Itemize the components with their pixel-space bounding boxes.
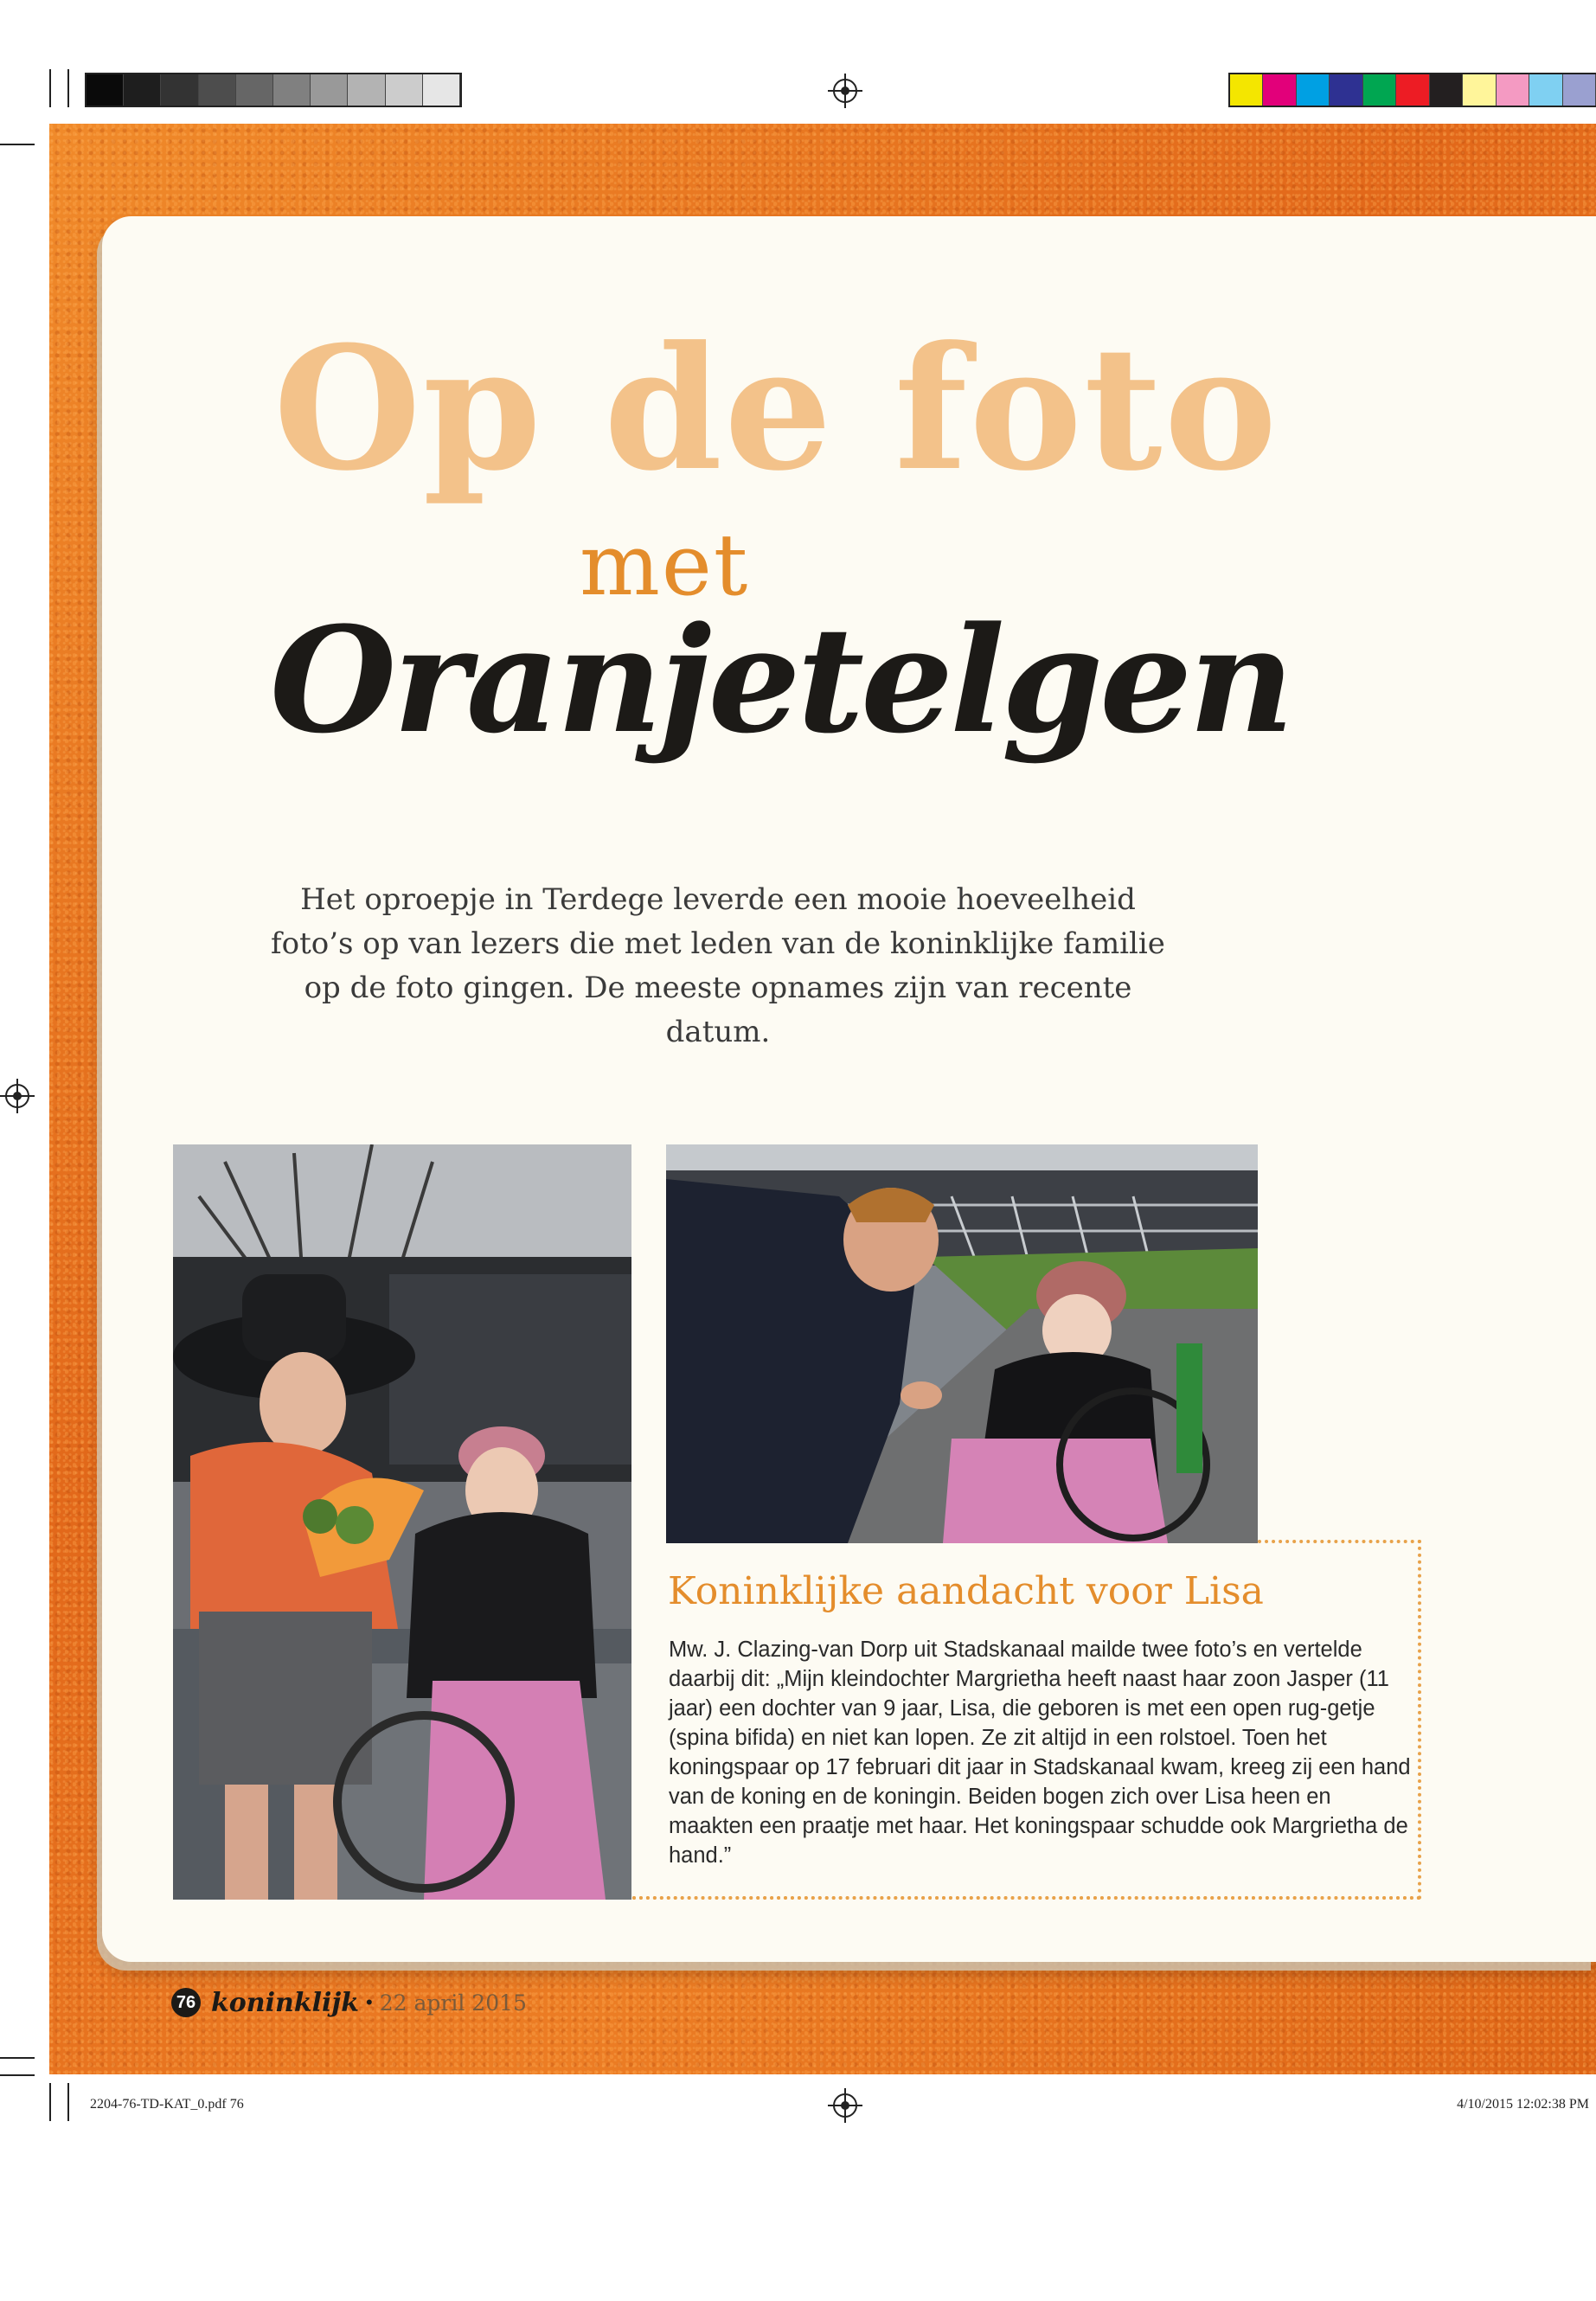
color-calibration-bar [1228, 73, 1596, 107]
color-swatch [1230, 74, 1263, 106]
gray-swatch [199, 74, 236, 106]
gray-swatch [161, 74, 198, 106]
crop-mark [67, 69, 69, 107]
crop-mark [67, 2083, 69, 2121]
crop-mark [0, 2057, 35, 2059]
title-connector: met [580, 516, 750, 615]
color-swatch [1297, 74, 1330, 106]
gray-swatch [386, 74, 423, 106]
gray-swatch [87, 74, 124, 106]
print-slug-file: 2204-76-TD-KAT_0.pdf 76 [90, 2097, 244, 2112]
crop-mark [49, 2083, 51, 2121]
registration-mark-icon [833, 79, 857, 103]
gray-swatch [348, 74, 385, 106]
gray-swatch [423, 74, 460, 106]
color-swatch [1529, 74, 1562, 106]
gray-swatch [311, 74, 348, 106]
title-main: Op de foto [273, 310, 1279, 509]
photo-king-with-lisa [666, 1144, 1258, 1543]
color-swatch [1396, 74, 1429, 106]
title-script: Oranjetelgen [270, 594, 1292, 766]
print-slug-timestamp: 4/10/2015 12:02:38 PM [1457, 2097, 1589, 2112]
color-swatch [1563, 74, 1596, 106]
crop-mark [0, 144, 35, 145]
caption-dotted-rule [1258, 1540, 1421, 1543]
caption-dotted-rule [632, 1896, 1421, 1900]
color-swatch [1497, 74, 1529, 106]
gray-swatch [273, 74, 311, 106]
crop-mark [0, 2074, 35, 2076]
magazine-logo: koninklijk [211, 1987, 360, 2018]
color-swatch [1363, 74, 1396, 106]
grayscale-calibration-bar [85, 73, 462, 107]
page-footer [171, 1987, 527, 2018]
gray-swatch [124, 74, 161, 106]
intro-paragraph: Het oproepje in Terdege leverde een mooie hoeveelheid foto’s op van lezers die met leden van de koninklijke familie op de foto gingen. De meeste opnames zijn van recente datum. [271, 882, 1165, 1049]
registration-mark-icon [833, 2093, 857, 2118]
color-swatch [1463, 74, 1496, 106]
footer-separator: • [366, 1991, 373, 2013]
registration-mark-icon [5, 1084, 29, 1108]
caption-title: Koninklijke aandacht voor Lisa [668, 1569, 1264, 1613]
issue-date: 22 april 2015 [379, 1990, 527, 2016]
gray-swatch [236, 74, 273, 106]
color-swatch [1330, 74, 1362, 106]
color-swatch [1430, 74, 1463, 106]
caption-body: Mw. J. Clazing-van Dorp uit Stadskanaal mailde twee foto’s en vertelde daarbij dit: „Mijn kleindochter Margrietha heeft naast haar zoon Jasper (11 jaar) een dochter van 9 jaar, Lisa, die geboren is met een open rug-getje (spina bifida) en niet kan lopen. Ze zit altijd in een rolstoel. Toen het koningspaar op 17 februari dit jaar in Stadskanaal kwam, kreeg zij een hand van de koning en de koningin. Beiden bogen zich over Lisa heen en maakten een praatje met haar. Het koningspaar schudde ook Margrietha de hand.” [669, 1638, 1411, 1868]
crop-mark [49, 69, 51, 107]
photo-queen-with-lisa [173, 1144, 631, 1900]
page-number-badge: 76 [171, 1988, 201, 2017]
color-swatch [1263, 74, 1296, 106]
